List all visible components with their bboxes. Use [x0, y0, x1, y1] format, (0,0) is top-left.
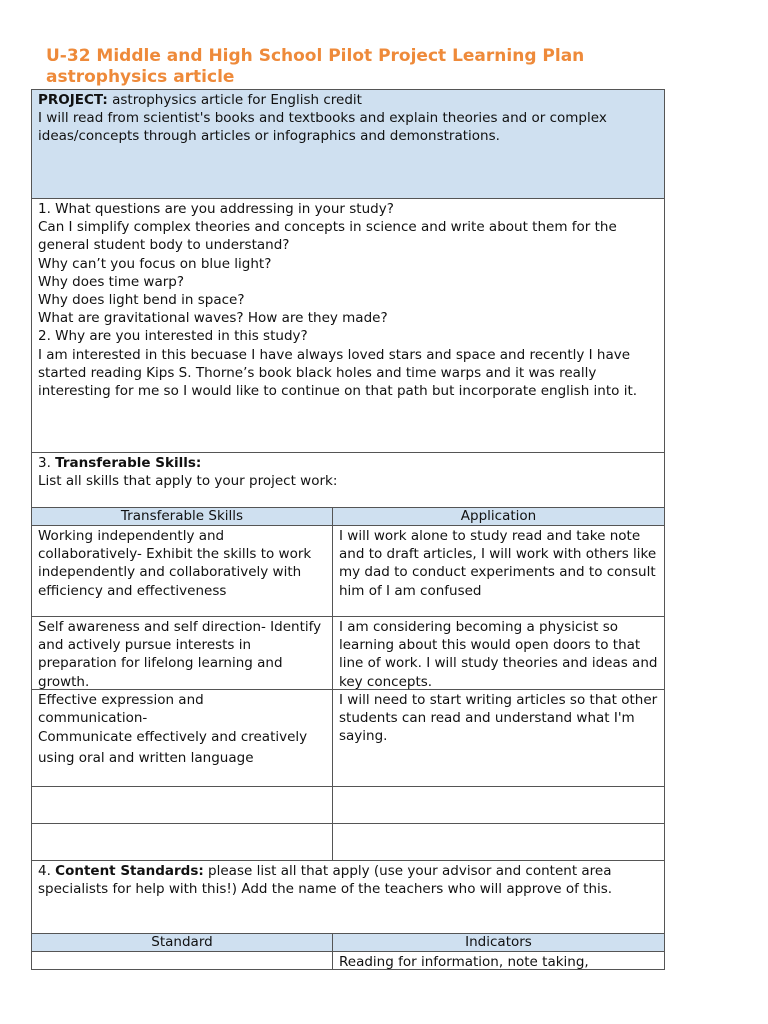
standards-heading-cell: [31, 860, 665, 934]
answer-2: I am interested in this becuase I have always loved stars and space and recently I have started reading Kips S. Thorne’s book black holes and time warps and it was really interesting for me so I would like to continue on that path but incorporate english into it.: [38, 346, 638, 400]
skill-row-1: [31, 525, 665, 617]
answer-1-line-1: Can I simplify complex theories and concepts in science and write about them for the general student body to understand?: [38, 219, 617, 254]
answer-1-line-3: Why does time warp?: [38, 273, 185, 290]
skills-heading-cell: [31, 453, 665, 508]
document-title: [46, 46, 584, 88]
empty-skill-row: [31, 786, 665, 824]
skills-instruction: List all skills that apply to your project work:: [38, 473, 338, 490]
question-2: 2. Why are you interested in this study?: [38, 328, 308, 345]
standards-row-1: [31, 951, 665, 970]
skill-cell: Self awareness and self direction- Identify and actively pursue interests in preparation for lifelong learning and growth.: [31, 616, 332, 690]
empty-skill-row: [31, 823, 665, 861]
indicator-cell: Reading for information, note taking,: [332, 951, 665, 970]
indicators-col-header: Indicators: [332, 933, 665, 952]
answer-1-line-2: Why can’t you focus on blue light?: [38, 255, 272, 272]
empty-cell: [31, 786, 332, 824]
skills-number: 3.: [38, 455, 56, 471]
top-section: [31, 89, 665, 508]
standards-header-row: [31, 933, 665, 952]
skills-col-header: Transferable Skills: [31, 507, 332, 526]
application-col-header: Application: [332, 507, 665, 526]
title-line-1: U-32 Middle and High School Pilot Project Learning Plan: [46, 46, 585, 66]
empty-cell: [332, 786, 665, 824]
standard-col-header: Standard: [31, 933, 332, 952]
project-label: PROJECT:: [38, 92, 108, 108]
empty-cell: [332, 823, 665, 861]
skill-line-2: communication-: [38, 710, 148, 727]
project-name: astrophysics article for English credit: [107, 92, 362, 108]
standard-cell: [31, 951, 332, 970]
project-description: I will read from scientist's books and textbooks and explain theories and or complex ideas/concepts through articles or infographics and demonstrations.: [38, 110, 607, 145]
skill-cell: Working independently and collaboratively- Exhibit the skills to work independently and collaboratively with efficiency and effectiveness: [31, 525, 332, 617]
learning-plan-table: [31, 89, 665, 970]
skills-header-row: [31, 507, 665, 526]
empty-cell: [31, 823, 332, 861]
skill-cell: [31, 689, 332, 787]
application-cell: I am considering becoming a physicist so learning about this would open doors to that line of work. I will study theories and ideas and key concepts.: [332, 616, 665, 690]
skill-row-3: [31, 689, 665, 787]
answer-1-line-5: What are gravitational waves? How are they made?: [38, 310, 388, 327]
answer-1-line-4: Why does light bend in space?: [38, 292, 245, 309]
skills-label: Transferable Skills:: [55, 455, 202, 471]
standards-number: 4.: [38, 863, 56, 879]
standards-instruction: please list all that apply (use your advisor and content area specialists for help with this!) Add the name of the teachers who will approve of this.: [38, 863, 613, 898]
application-cell: I will need to start writing articles so that other students can read and understand what I'm saying.: [332, 689, 665, 787]
application-cell: I will work alone to study read and take note and to draft articles, I will work with others like my dad to conduct experiments and to consult him of I am confused: [332, 525, 665, 617]
project-cell: [31, 89, 665, 199]
question-1: 1. What questions are you addressing in your study?: [38, 201, 394, 217]
skill-line-1: Effective expression and: [38, 692, 204, 708]
questions-cell: [31, 199, 665, 453]
title-line-2: astrophysics article: [46, 67, 235, 87]
skill-row-2: [31, 616, 665, 690]
standards-label: Content Standards:: [55, 863, 204, 879]
skill-line-3: Communicate effectively and creatively using oral and written language: [38, 729, 308, 766]
